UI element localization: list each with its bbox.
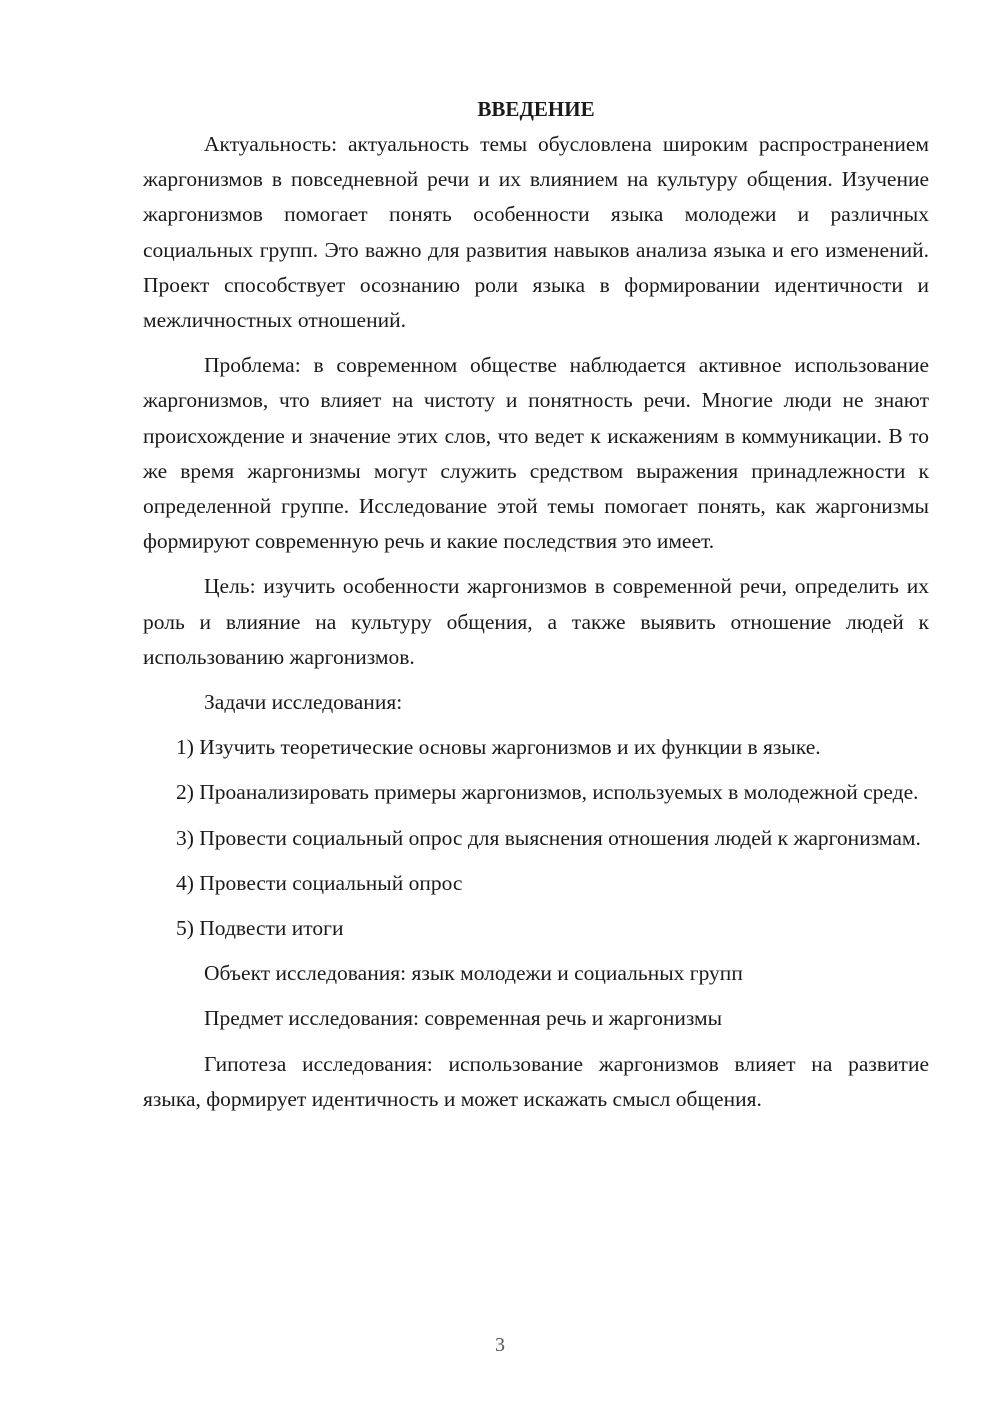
relevance-paragraph: Актуальность: актуальность темы обусловлена широким распространением жаргонизмов в повседневной речи и их влиянием на культуру общения. Изучение жаргонизмов помогает понять особенности языка молодежи и различных социальных групп. Это важно для развития навыков анализа языка и его изменений. Проект способствует осознанию роли языка в формировании идентичности и межличностных отношений. — [143, 132, 929, 333]
tasks-heading: Задачи исследования: — [204, 690, 403, 715]
goal-paragraph: Цель: изучить особенности жаргонизмов в современной речи, определить их роль и влияние на культуру общения, а также выявить отношение людей к использованию жаргонизмов. — [143, 574, 929, 669]
task-item-5: 5) Подвести итоги — [176, 916, 344, 941]
task-item-2: 2) Проанализировать примеры жаргонизмов, используемых в молодежной среде. — [176, 780, 919, 805]
page-number: 3 — [495, 1334, 505, 1356]
research-object: Объект исследования: язык молодежи и социальных групп — [204, 961, 743, 986]
task-item-1: 1) Изучить теоретические основы жаргонизмов и их функции в языке. — [176, 735, 821, 760]
hypothesis-paragraph: Гипотеза исследования: использование жаргонизмов влияет на развитие языка, формирует идентичность и может искажать смысл общения. — [143, 1051, 929, 1111]
research-subject: Предмет исследования: современная речь и жаргонизмы — [204, 1006, 723, 1031]
page-title: ВВЕДЕНИЕ — [477, 97, 595, 121]
task-item-3: 3) Провести социальный опрос для выяснения отношения людей к жаргонизмам. — [176, 825, 921, 850]
task-item-4: 4) Провести социальный опрос — [176, 870, 463, 895]
document-page — [143, 92, 929, 1127]
problem-paragraph: Проблема: в современном обществе наблюдается активное использование жаргонизмов, что влияет на чистоту и понятность речи. Многие люди не знают происхождение и значение этих слов, что ведет к искажениям в коммуникации. В то же время жаргонизмы могут служить средством выражения принадлежности к определенной группе. Исследование этой темы помогает понять, как жаргонизмы формируют современную речь и какие последствия это имеет. — [143, 353, 929, 554]
